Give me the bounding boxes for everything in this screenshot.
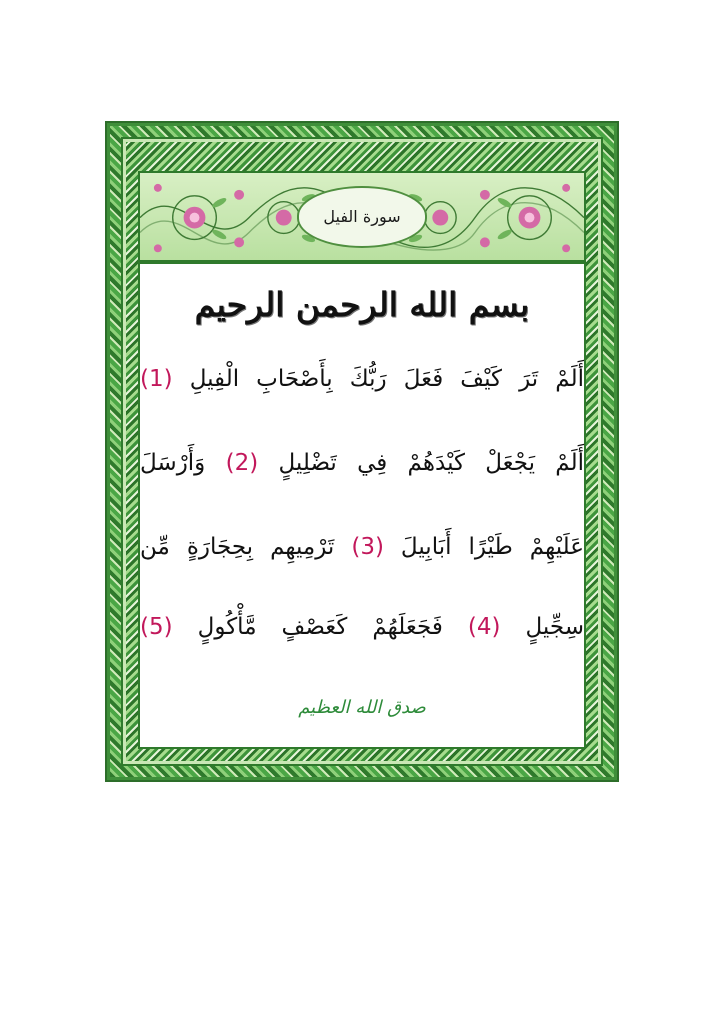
surah-header-panel: [138, 171, 586, 262]
closing-phrase: صدق الله العظيم: [298, 697, 426, 718]
verse-text: تَرْمِيهِم بِحِجَارَةٍ مِّن: [140, 534, 352, 560]
ayah-number: (3): [351, 534, 384, 560]
verse-text: سِجِّيلٍ: [500, 614, 584, 640]
verse-text: فَجَعَلَهُمْ كَعَصْفٍ مَّأْكُولٍ: [172, 614, 468, 640]
ayah-number: (4): [467, 614, 501, 640]
verse-line: [140, 359, 584, 399]
verse-text: وَأَرْسَلَ: [140, 450, 226, 476]
ayah-number: (1): [140, 366, 173, 392]
verse-text: عَلَيْهِمْ طَيْرًا أَبَابِيلَ: [383, 534, 584, 560]
verse-text: أَلَمْ يَجْعَلْ كَيْدَهُمْ فِي تَضْلِيلٍ: [258, 450, 585, 476]
verse-line: [140, 607, 584, 647]
verse-text: أَلَمْ تَرَ كَيْفَ فَعَلَ رَبُّكَ بِأَصْحَابِ الْفِيلِ: [172, 366, 584, 392]
verse-content-panel: [138, 262, 586, 749]
verse-line: [140, 443, 584, 483]
ayah-number: (2): [225, 450, 259, 476]
basmala-calligraphy: بسم الله الرحمن الرحيم: [194, 285, 530, 324]
ayah-number: (5): [140, 614, 173, 640]
verse-line: [140, 527, 584, 567]
surah-title: سورة الفيل: [297, 186, 427, 248]
